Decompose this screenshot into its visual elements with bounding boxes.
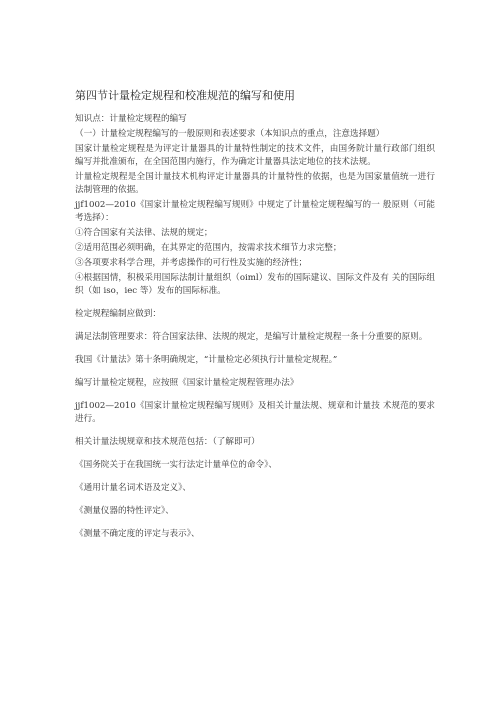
reference-item: 《通用计量名词术语及定义》、	[75, 483, 192, 493]
list-item: ④根据国情，积极采用国际法制计量组织（oiml）发布的国际建议、国际文件及有 关的国际组织（如 iso，iec 等）发布的国际标准。	[75, 273, 435, 296]
paragraph: 我国《计量法》第十条明确规定，“计量检定必须执行计量检定规程。”	[75, 355, 338, 365]
paragraph: 相关计量法规规章和技术规范包括：（了解即可）	[75, 437, 260, 447]
reference-item: 《测量不确定度的评定与表示》、	[75, 529, 200, 539]
reference-item: 《国务院关于在我国统一实行法定计量单位的命令》、	[75, 460, 277, 470]
paragraph: 检定规程编制应做到：	[75, 309, 161, 319]
list-item: ③各项要求科学合理，并考虑操作的可行性及实施的经济性；	[75, 258, 308, 268]
document-page	[75, 89, 435, 543]
section-title: 第四节计量检定规程和校准规范的编写和使用	[75, 89, 295, 102]
paragraph: 计量检定规程是全国计量技术机构评定计量器具的计量特性的依据，也是为国家量值统一进行法制管理的依据。	[75, 172, 435, 195]
paragraph: 国家计量检定规程是为评定计量器具的计量特性制定的技术文件，由国务院计量行政部门组织编写并批准颁布，在全国范围内施行，作为确定计量器具法定地位的技术法规。	[75, 144, 435, 167]
knowledge-point: 知识点：计量检定规程的编写	[75, 114, 187, 124]
reference-item: 《测量仪器的特性评定》、	[75, 506, 174, 516]
paragraph: jjf1002—2010《国家计量检定规程编写规则》及相关计量法规、规章和计量技 术规范的要求进行。	[75, 401, 435, 424]
list-item: ②适用范围必须明确，在其界定的范围内，按需求技术细节力求完整；	[75, 243, 342, 253]
paragraph: 编写计量检定规程，应按照《国家计量检定规程管理办法》	[75, 378, 299, 388]
list-item: ①符合国家有关法律、法规的规定；	[75, 228, 213, 238]
paragraph: jjf1002—2010《国家计量检定规程编写规则》中规定了计量检定规程编写的一 般原则（可能考选择）：	[75, 200, 435, 223]
subheading: （一）计量检定规程编写的一般原则和表述要求（本知识点的重点，注意选择题）	[75, 129, 385, 139]
paragraph: 满足法制管理要求：符合国家法律、法规的规定，是编写计量检定规程一条十分重要的原则。	[75, 332, 428, 342]
